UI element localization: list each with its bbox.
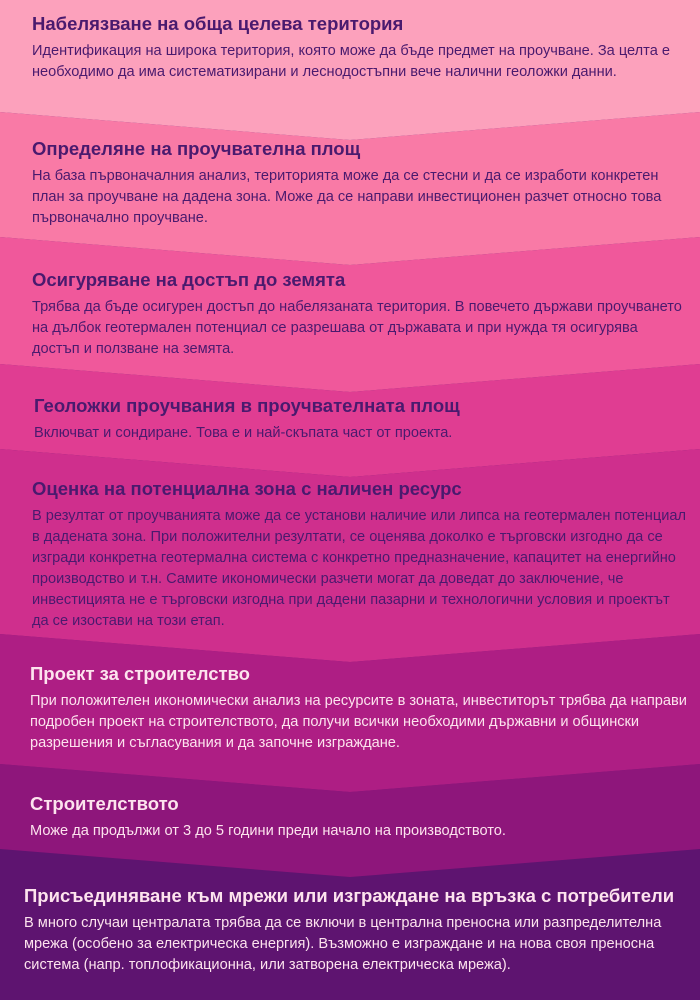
process-step-text xyxy=(0,137,700,229)
step-description: Идентификация на широка територия, която може да бъде предмет на проучване. За целта е необходимо да има систематизирани и леснодостъпни вече налични геоложки данни. xyxy=(32,43,670,80)
step-description: Трябва да бъде осигурен достъп до набелязаната територия. В повечето държави проучването на дълбок геотермален потенциал се разрешава от държавата и при нужда тя осигурява достъп и ползване на земята. xyxy=(32,299,682,357)
step-title: Геоложки проучвания в проучвателната площ xyxy=(34,395,460,416)
process-step-text xyxy=(0,884,700,976)
process-step-text xyxy=(0,268,700,360)
process-step-text xyxy=(0,394,700,444)
step-description: Включват и сондиране. Това е и най-скъпата част от проекта. xyxy=(34,425,453,441)
process-step-text xyxy=(0,477,700,632)
step-title: Оценка на потенциална зона с наличен ресурс xyxy=(32,478,462,499)
process-step-text xyxy=(0,12,700,83)
step-description: Може да продължи от 3 до 5 години преди начало на производството. xyxy=(30,823,506,839)
step-title: Строителството xyxy=(30,793,179,814)
step-description: В много случаи централата трябва да се включи в централна преносна или разпределителна мрежа (особено за електрическа енергия). Възможно е изграждане и на нова своя преносна система (напр. топлофикационна, или затворена електрическа мрежа). xyxy=(24,915,662,973)
step-description: На база първоначалния анализ, територията може да се стесни и да се изработи конкретен план за проучване на дадена зона. Може да се направи инвестиционен разчет относно това първоначално проучване. xyxy=(32,168,662,226)
step-title: Набелязване на обща целева територия xyxy=(32,13,404,34)
step-title: Осигуряване на достъп до земята xyxy=(32,269,346,290)
process-step-text xyxy=(0,792,700,842)
step-title: Присъединяване към мрежи или изграждане на връзка с потребители xyxy=(24,885,675,906)
step-description: В резултат от проучванията може да се установи наличие или липса на геотермален потенциал в дадената зона. При положителни резултати, се оценява доколко е търговски изгодно да се изгради конкретна геотермална система с конкретно предназначение, капацитет на енергийно производство и т.н. Самите икономически разчети могат да доведат до заключение, че инвестицията не е търговски изгодна при дадени пазарни и технологични условия и проектът да се изостави на този етап. xyxy=(32,508,686,629)
process-step-text xyxy=(0,662,700,754)
step-title: Проект за строителство xyxy=(30,663,250,684)
step-title: Определяне на проучвателна площ xyxy=(32,138,361,159)
step-description: При положителен икономически анализ на ресурсите в зоната, инвеститорът трябва да направи подробен проект на строителството, да получи всички необходими държавни и общински разрешения и съгласувания и да започне изграждане. xyxy=(30,693,687,751)
